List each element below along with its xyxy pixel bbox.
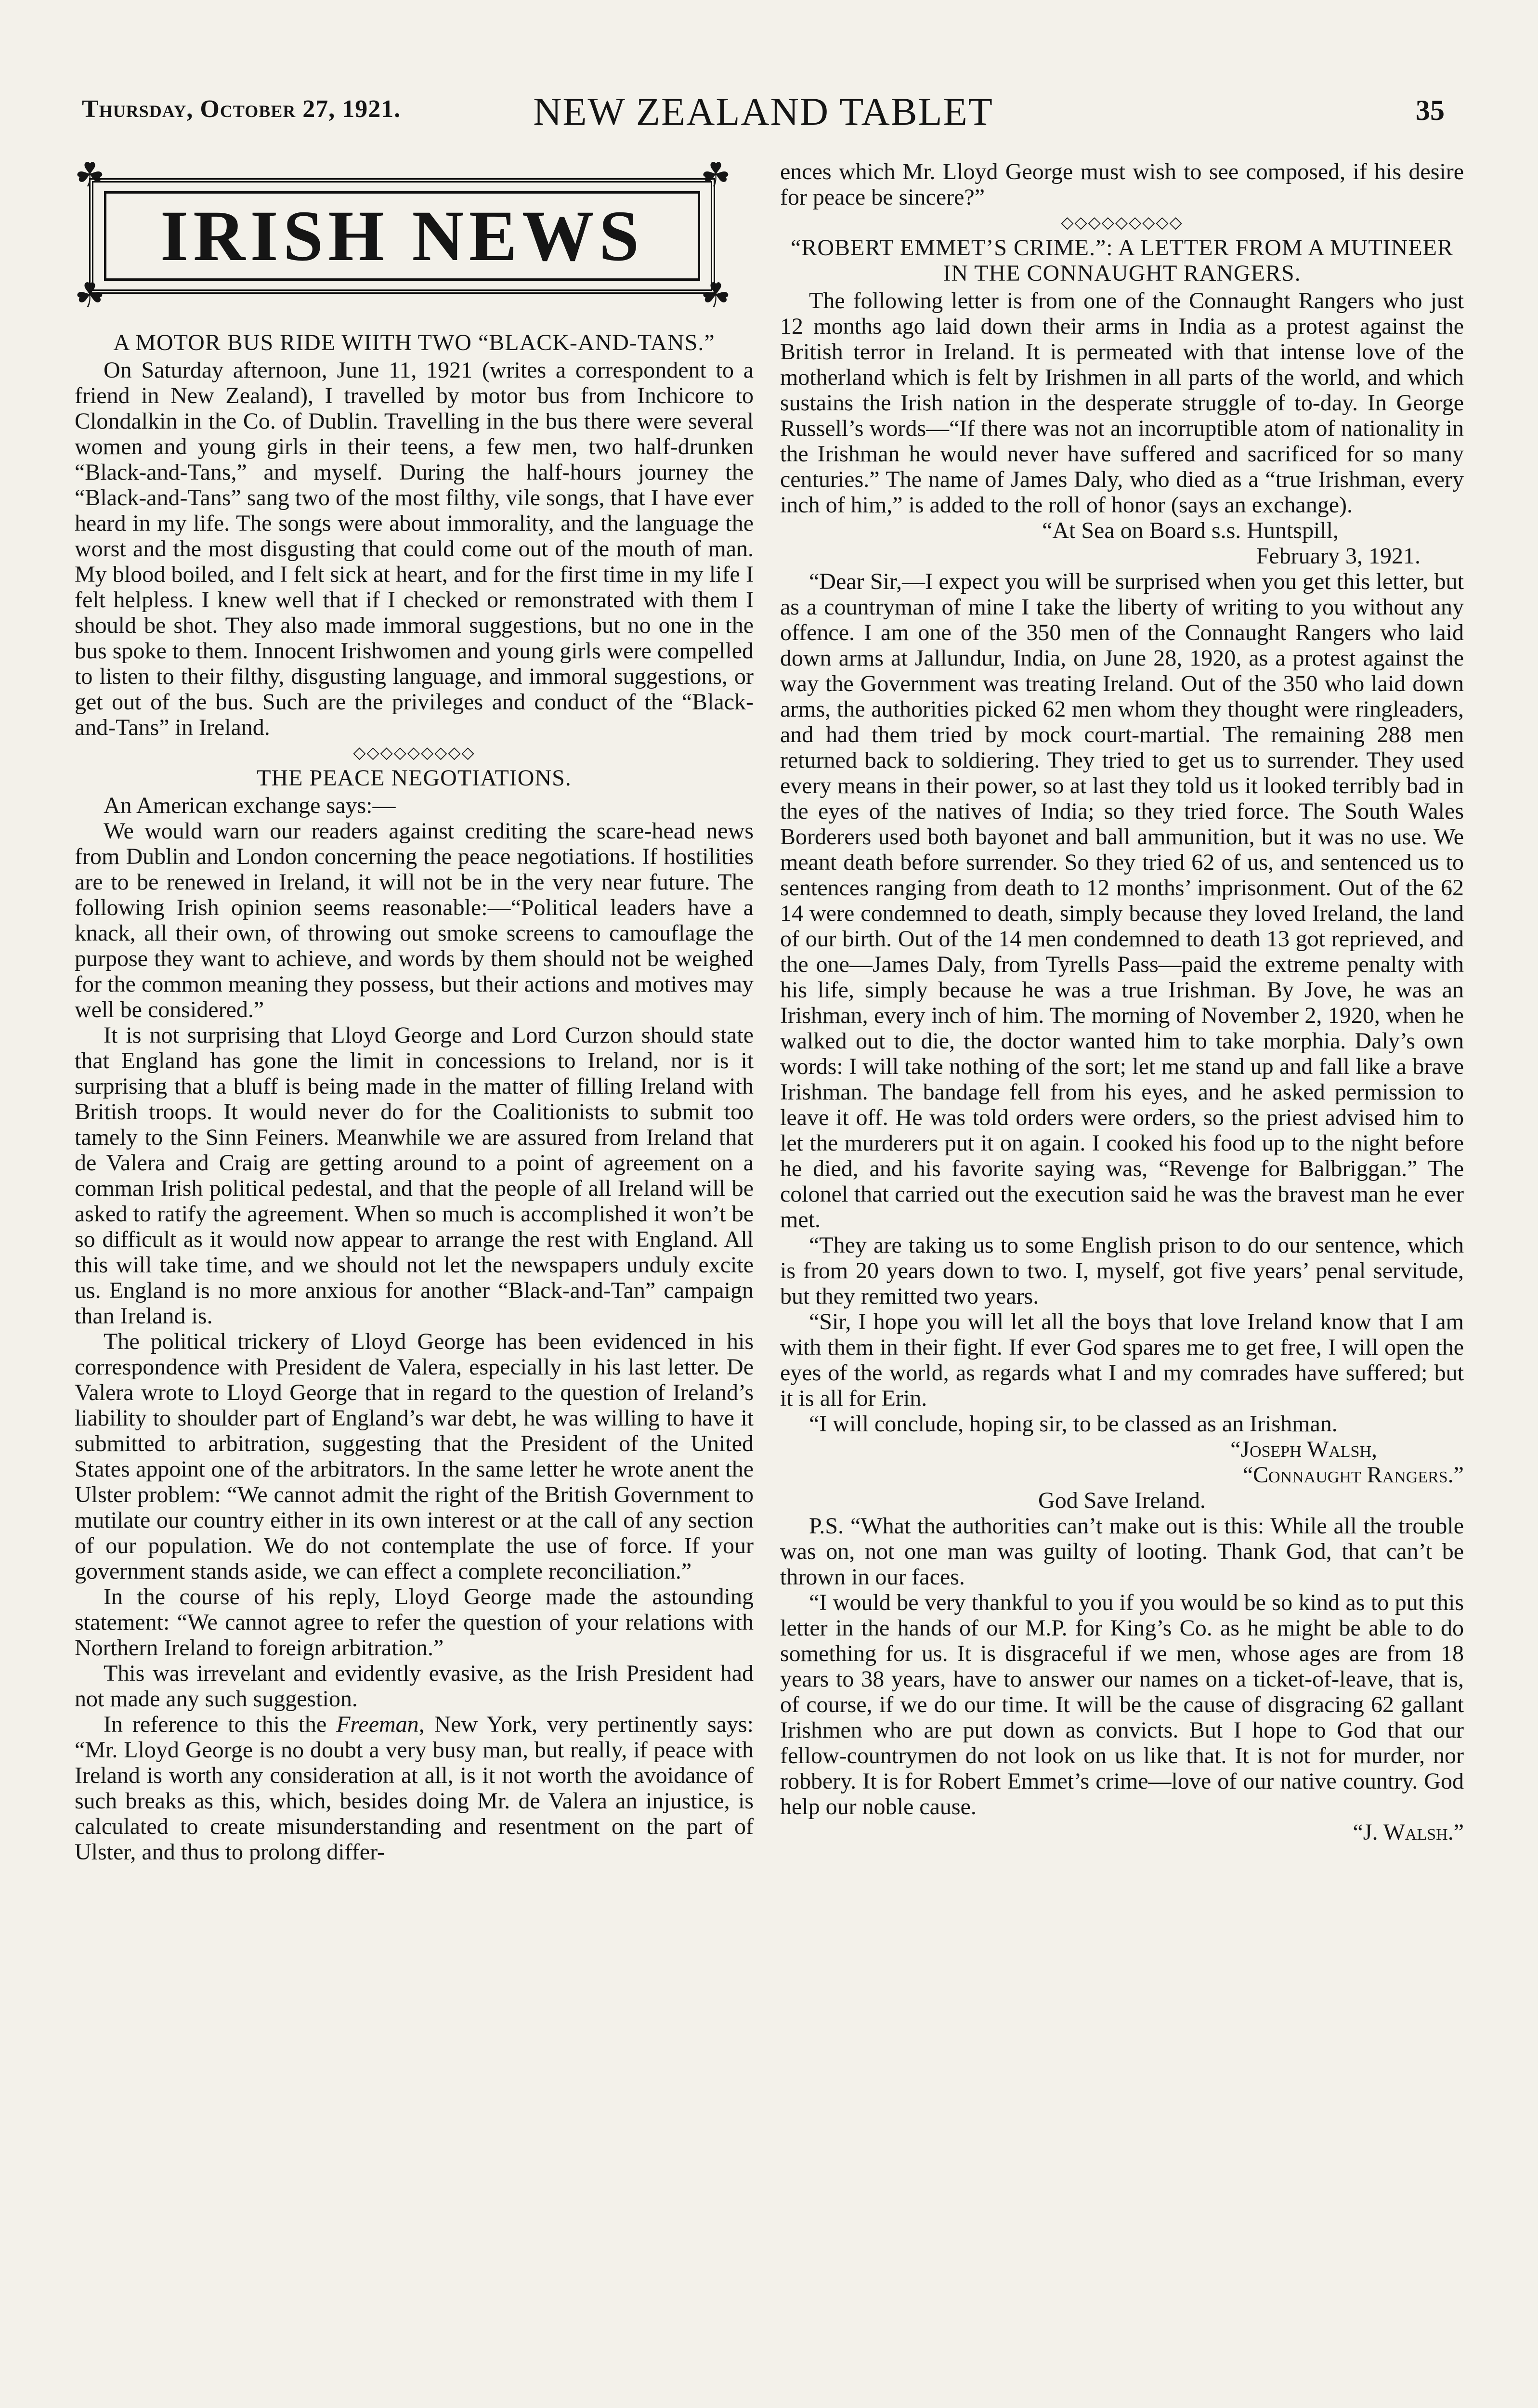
ornament-divider: ◇◇◇◇◇◇◇◇◇: [353, 744, 475, 762]
signature: “J. Walsh.”: [1353, 1819, 1464, 1845]
article-headline: A MOTOR BUS RIDE WIITH TWO “BLACK-AND-TANS.”: [113, 330, 715, 355]
article-paragraph: ences which Mr. Lloyd George must wish to see composed, if his desire for peace be sincere?”: [780, 159, 1464, 210]
article-paragraph: The political trickery of Lloyd George has been evidenced in his correspondence with President de Valera, especially in his last letter. De Valera wrote to Lloyd George that in regard to the question of Ireland’s liability to shoulder part of England’s war debt, he was willing to have it submitted to arbitration, suggesting that the President of the United States appoint one of the arbitrators. In the same letter he wrote anent the Ulster problem: “We cannot admit the right of the British Government to mutilate our country either in its own interest or at the call of any section of our population. We do not contemplate the use of force. If your government stands aside, we can effect a complete reconciliation.”: [75, 1329, 754, 1584]
right-column: [780, 159, 1464, 1845]
issue-date: Thursday, October 27, 1921.: [82, 95, 401, 123]
shamrock-icon: ☘: [75, 277, 105, 314]
section-banner: [75, 157, 734, 314]
shamrock-icon: ☘: [75, 157, 105, 194]
publication-name: Freeman: [336, 1712, 419, 1737]
article-paragraph: On Saturday afternoon, June 11, 1921 (writes a correspondent to a friend in New Zealand), I travelled by motor bus from Inchicore to Clondalkin in the Co. of Dublin. Travelling in the bus there were several women and young girls in their teens, a few men, two half-drunken “Black-and-Tans,” and myself. During the half-hours journey the “Black-and-Tans” sang two of the most filthy, vile songs, that I have ever heard in my life. The songs were about immorality, and the language the worst and the most disgusting that could come out of the mouth of man. My blood boiled, and I felt sick at heart, and for the first time in my life I felt helpless. I knew well that if I checked or remonstrated with them I should be shot. They also made immoral suggestions, but no one in the bus spoke to them. Innocent Irishwomen and young girls were compelled to listen to their filthy, disgusting language, and immoral suggestions, or get out of the bus. Such are the privileges and conduct of the “Black-and-Tans” in Ireland.: [75, 357, 754, 740]
signature: “Connaught Rangers.”: [1242, 1462, 1464, 1488]
closing-line: God Save Ireland.: [1038, 1488, 1206, 1513]
newspaper-title: NEW ZEALAND TABLET: [533, 90, 993, 133]
left-column: [75, 159, 754, 1865]
article-headline: THE PEACE NEGOTIATIONS.: [257, 765, 572, 791]
article-paragraph: In reference to this the Freeman, New York, very pertinently says: “Mr. Lloyd George is no doubt a very busy man, but really, if peace with Ireland is worth any consideration at all, is it not worth the avoidance of such breaks as this, which, besides doing Mr. de Valera an injustice, is calculated to create misunderstanding and resentment on the part of Ulster, and thus to prolong differ-: [75, 1712, 754, 1865]
section-title: IRISH NEWS: [160, 196, 644, 276]
letter-date: February 3, 1921.: [1256, 543, 1421, 569]
letter-paragraph: “I will conclude, hoping sir, to be classed as an Irishman.: [809, 1411, 1338, 1437]
letter-paragraph: “Sir, I hope you will let all the boys that love Ireland know that I am with them in their fight. If ever God spares me to get free, I will open the eyes of the world, as regards what I and my comrades have suffered; but it is all for Erin.: [780, 1309, 1464, 1411]
letter-place: “At Sea on Board s.s. Huntspill,: [1042, 518, 1339, 543]
article-paragraph: This was irrevelant and evidently evasive, as the Irish President had not made any such suggestion.: [75, 1661, 754, 1712]
article-paragraph: The following letter is from one of the Connaught Rangers who just 12 months ago laid down their arms in India as a protest against the British terror in Ireland. It is permeated with that intense love of the motherland which is felt by Irishmen in all parts of the world, and which sustains the Irish nation in the desperate struggle of to-day. In George Russell’s words—“If there was not an incorruptible atom of nationality in the Irishman he would never have suffered and sacrificed for so many centuries.” The name of James Daly, who died as a “true Irishman, every inch of him,” is added to the roll of honor (says an exchange).: [780, 288, 1464, 518]
ornament-divider: ◇◇◇◇◇◇◇◇◇: [1061, 214, 1183, 232]
letter-paragraph: “They are taking us to some English prison to do our sentence, which is from 20 years down to two. I, myself, got five years’ penal servitude, but they remitted two years.: [780, 1232, 1464, 1309]
masthead: [82, 89, 1445, 137]
shamrock-icon: ☘: [701, 277, 731, 314]
letter-paragraph: P.S. “What the authorities can’t make out is this: While all the trouble was on, not one man was guilty of looting. Thank God, that can’t be thrown in our faces.: [780, 1513, 1464, 1590]
letter-paragraph: “Dear Sir,—I expect you will be surprised when you get this letter, but as a countryman of mine I take the liberty of writing to you without any offence. I am one of the 350 men of the Connaught Rangers who laid down arms at Jallundur, India, on June 28, 1920, as a protest against the way the Government was treating Ireland. Out of the 350 who laid down arms, the authorities picked 62 men whom they thought were ringleaders, and had them tried by mock court-martial. The remaining 288 men returned back to soldiering. They tried to get us to surrender. They used every means in their power, so at last they told us it looked terribly bad in the eyes of the natives of India; so they tried force. The South Wales Borderers used both bayonet and ball ammunition, but it was no use. We meant death before surrender. So they tried 62 of us, and sentenced us to sentences ranging from death to 12 months’ imprisonment. Out of the 62 14 were condemned to death, simply because they loved Ireland, the land of our birth. Out of the 14 men condemned to death 13 got reprieved, and the one—James Daly, from Tyrells Pass—paid the extreme penalty with his life, simply because he was a true Irishman. By Jove, he was an Irishman, every inch of him. The morning of November 2, 1920, when he walked out to die, the doctor wanted him to take morphia. Daly’s own words: I will take nothing of the sort; let me stand up and fall like a brave Irishman. The bandage fell from his eyes, and he asked permission to leave it off. He was told orders were orders, so the priest advised him to let the murderers put it on again. I cooked his food up to the night before he died, and his favorite saying was, “Revenge for Balbriggan.” The colonel that carried out the execution said he was the bravest man he ever met.: [780, 569, 1464, 1232]
article-intro: An American exchange says:—: [104, 793, 396, 818]
letter-paragraph: “I would be very thankful to you if you would be so kind as to put this letter in the hands of our M.P. for King’s Co. as he might be able to do something for us. It is disgraceful if we men, whose ages are from 18 years to 38 years, have to answer our names on a ticket-of-leave, that is, of course, if we do our time. It will be the cause of disgracing 62 gallant Irishmen who are put down as convicts. But I hope to God that our fellow-countrymen do not look on us like that. It is not for murder, nor robbery. It is for Robert Emmet’s crime—love of our native country. God help our noble cause.: [780, 1590, 1464, 1819]
article-paragraph: In the course of his reply, Lloyd George made the astounding statement: “We cannot agree to refer the question of your relations with Northern Ireland to foreign arbitration.”: [75, 1584, 754, 1661]
signature: “Joseph Walsh,: [1230, 1437, 1377, 1462]
shamrock-icon: ☘: [701, 157, 731, 194]
article-headline: “ROBERT EMMET’S CRIME.”: A LETTER FROM A MUTINEER IN THE CONNAUGHT RANGERS.: [791, 235, 1453, 286]
page-number: 35: [1416, 94, 1445, 126]
article-paragraph: We would warn our readers against crediting the scare-head news from Dublin and London concerning the peace negotiations. If hostilities are to be renewed in Ireland, it will not be in the very near future. The following Irish opinion seems reasonable:—“Political leaders have a knack, all their own, of throwing out smoke screens to camouflage the purpose they want to achieve, and words by them should not be weighed for the common meaning they possess, but their actions and motives may well be considered.”: [75, 818, 754, 1022]
article-paragraph: It is not surprising that Lloyd George and Lord Curzon should state that England has gone the limit in concessions to Ireland, nor is it surprising that a bluff is being made in the matter of filling Ireland with British troops. It would never do for the Coalitionists to submit too tamely to the Sinn Feiners. Meanwhile we are assured from Ireland that de Valera and Craig are getting around to a point of agreement on a comman Irish political pedestal, and that the people of all Ireland will be asked to ratify the agreement. When so much is accomplished it won’t be so difficult as it would now appear to arrange the rest with England. All this will take time, and we should not let the newspapers unduly excite us. England is no more anxious for another “Black-and-Tan” campaign than Ireland is.: [75, 1022, 754, 1329]
banner-frame: [89, 178, 715, 294]
